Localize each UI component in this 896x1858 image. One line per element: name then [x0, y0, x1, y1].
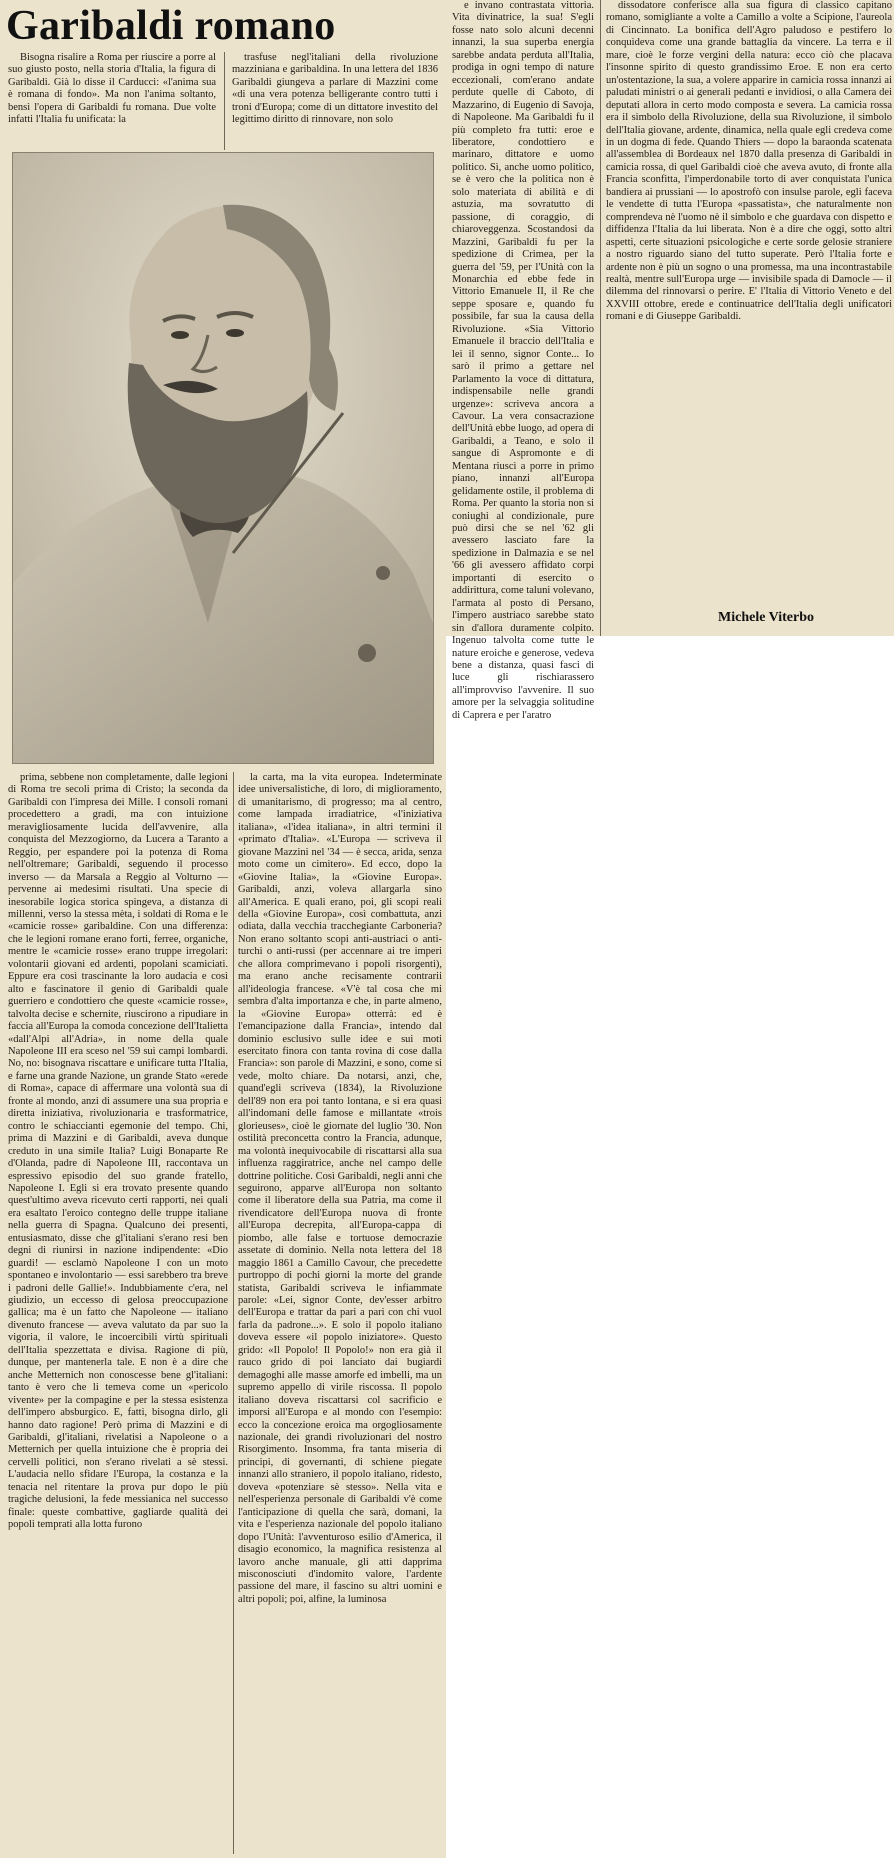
column-4-text: dissodatore conferisce alla sua figura di classico capitano romano, somigliante a volte a Camillo a volte a Scipione, l'aureola di Cincinnato. La bonifica dell'Agro paludoso e pestifero lo conquideva come una grande battaglia da vincere. La terra e il mare, cioè le forze vergini della natura: ecco ciò che placava l'insonne spirito di questo grandissimo Eroe. E non era certo un'ostentazione, la sua, a volere apparire in camicia rossa innanzi ai paludati ministri o ai generali pedanti e invidiosi, o alla Camera dei deputati allora in certo modo composta e severa. La camicia rossa era il simbolo della Rivoluzione, della sua Rivoluzione, il simbolo dell'Italia giovane, ardente, dinamica, nella quale egli credeva come in un dogma di fede. Quando Thiers — dopo la baraonda scatenata all'assemblea di Bordeaux nel 1870 dalla presenza di Garibaldi in camicia rossa, di quel Garibaldi cioè che aveva avuto, di fronte alla Francia sconfitta, l'imperdonabile torto di aver conquistata l'unica bandiera ai prussiani — lo apostrofò con insulse parole, egli faceva le vendette di tutta l'Europa «passatista», che naturalmente non comprendeva nè l'uomo nè il simbolo e che guardava con dispetto e diffidenza l'Italia da lui liberata. Non è a dire che oggi, sotto altri aspetti, certe situazioni psicologiche e certe sorde gelosie straniere a nostro riguardo siano del tutto superate. Però l'Italia forte e ardente non è più un sogno o una promessa, ma una incontrastabile realtà, mentre sull'Europa urge — invisibile spada di Damocle — il dilemma del rinnovarsi o perire. E' l'Italia di Vittorio Veneto e del XXVIII ottobre, erede e continuatrice dell'Italia degli unificatori romani e di Giuseppe Garibaldi.	[606, 0, 892, 323]
article-column-6	[238, 772, 442, 1854]
column-2-text: trasfuse negl'italiani della rivoluzione mazziniana e garibaldina. In una lettera del 1836 Garibaldi giungeva a parlare di Mazzini come «di una vera potenza belligerante contro tutti i troni d'Europa; come di un dittatore investito del legittimo diritto di rinnovare, non solo	[232, 52, 438, 126]
coat-button	[376, 566, 390, 580]
article-headline: Garibaldi romano	[6, 3, 336, 49]
article-column-3	[452, 0, 594, 721]
column-1-text: Bisogna risalire a Roma per riuscire a porre al suo giusto posto, nella storia d'Italia, la figura di Garibaldi. Già lo disse il Carducci: «l'anima sua è romana di fondo». Ma non l'anima soltanto, bensì l'opera di Garibaldi fu romana. Due volte infatti l'Italia fu unificata: la	[8, 52, 216, 126]
article-column-1	[8, 52, 216, 152]
article-column-4	[606, 0, 892, 600]
column-5-text: prima, sebbene non completamente, dalle legioni di Roma tre secoli prima di Cristo; la seconda da Garibaldi con l'impresa dei Mille. I consoli romani procedettero a gradi, ma con intuizione meravigliosamente lucida dell'avvenire, alla conquista del Mezzogiorno, da Lucera a Taranto a Reggio, per espandere poi la potenza di Roma nell'oltremare; Garibaldi, seguendo il processo inverso — da Marsala a Reggio al Volturno — pervenne ai medesimi risultati. Una specie di inesorabile logica storica spingeva, a distanza di millenni, verso la stessa mèta, i soldati di Roma e le «camicie rosse» garibaldine. Con una differenza: che le legioni romane erano forti, ferree, organiche, mentre le «camicie rosse» erano truppe irregolari: volontarii giovani ed ardenti, popolani scamiciati. Eppure era così trascinante la loro audacia e così alto e fascinatore il genio di Garibaldi quale guerriero e condottiero che queste «camicie rosse», talvolta decise e schernite, riuscirono a ripudiare in faccia all'Europa la comoda concezione dell'Italietta «dall'Alpi all'Adria», in nome della quale Napoleone III era sceso nel '59 sui campi lombardi. No, no: bisognava riscattare e unificare tutta l'Italia, e farne una grande Nazione, un grande Stato «erede di Roma», capace di affermare una volontà sua di fronte al mondo, anzi di assumere una sua propria e diretta iniziativa, rivoluzionaria e trasformatrice, contro le schiaccianti egemonie del tempo. Chi, prima di Mazzini e di Garibaldi, aveva dunque creduto in una simile Italia? Luigi Bonaparte Re d'Olanda, padre di Napoleone III, raccontava un espressivo episodio del suo grande fratello, Napoleone I. Egli si era trovato presente quando quest'ultimo aveva ricevuto certi rapporti, nei quali era esaltato l'eroico contegno delle truppe italiane nella guerra di Spagna. Qualcuno dei presenti, entusiasmato, disse che gl'italiani s'erano resi ben degni di riunirsi in nazione indipendente: «Dio guardi! — esclamò Napoleone I con un moto spontaneo e involontario — essi sarebbero tra breve i padroni delle Gallie!». Indubbiamente c'era, nel giudizio, un eccesso di gelosa preoccupazione gallica; ma è un fatto che Napoleone — italiano divenuto francese — aveva valutato da par suo la vigoria, il valore, le incoercibili virtù spirituali dell'Italia spezzettata e divisa. Ragione di più, dunque, per mantenerla tale. E non è a dire che anche Metternich non conoscesse bene gl'italiani: tanto è vero che li temeva come un «pericolo vivente» per la compagine e per la stessa esistenza dell'impero absburgico. E, fatti, bisogna dirlo, gli hanno dato ragione! Però prima di Mazzini e di Garibaldi, gl'italiani, rivelatisi a Napoleone o a Metternich per quella intuizione che è propria dei cervelli politici, non s'erano rivelati a sè stessi. L'audacia nello sfidare l'Europa, la costanza e la tenacia nel ritentare la prova pur dopo le più tragiche delusioni, la fede messianica nel successo finale: queste combattive, gagliarde qualità dei popoli temprati alla lotta furono	[8, 772, 228, 1531]
coat-button	[358, 644, 376, 662]
portrait-illustration	[13, 153, 433, 763]
column-3-text: e invano contrastata vittoria. Vita divinatrice, la sua! S'egli fosse nato solo alcuni decenni innanzi, la sua superba energia sarebbe andata perduta all'Italia, prodiga in ogni tempo di nature eccezionali, com'erano andate perdute quelle di Caboto, di Mazzarino, di Eugenio di Savoja, di Napoleone. Ma Garibaldi fu il più completo fra tutti: eroe e liberatore, condottiero e marinaro, dittatore e uomo politico. Sì, anche uomo politico, se è vero che la politica non è solo materiata di abilità e di astuzia, ma sovratutto di passione, di coraggio, di chiaroveggenza. Scostandosi da Mazzini, Garibaldi fu per la spedizione di Crimea, per la guerra del '59, per l'Unità con la Monarchia ed ebbe fede in Vittorio Emanuele II, il Re che seppe sposare e, quando fu possibile, far sua la causa della Rivoluzione. «Sia Vittorio Emanuele il braccio dell'Italia e lei il senno, signor Conte... Io sarò il primo a gettare nel Parlamento la voce di dittatura, indispensabile nelle grandi urgenze»: scriveva ancora a Cavour. La vera consacrazione dell'Unità ebbe luogo, ad opera di Garibaldi, a Teano, e solo il sangue di Aspromonte e di Mentana riuscì a porre in primo piano, innanzi all'Europa gelidamente ostile, il problema di Roma. Per quanto la storia non si coniughi al condizionale, pure può dirsi che se nel '62 gli avessero lasciato fare la spedizione in Dalmazia e se nel '66 gli avessero affidato corpi importanti di esercito o addirittura, come taluni volevano, l'armata al posto di Persano, l'impero austriaco sarebbe stato sin d'allora duramente colpito. Ingenuo talvolta come tutte le nature eroiche e generose, vedeva bene a distanza, quasi fasci di luce gli rischiarassero all'improvviso l'avvenire. Il suo amore per la selvaggia solitudine di Caprera e per l'aratro	[452, 0, 594, 721]
column-rule	[233, 772, 234, 1854]
column-6-text: la carta, ma la vita europea. Indeterminate idee universalistiche, di loro, di miglioramento, di umanitarismo, di progresso; ma al centro, come lampada irradiatrice, «l'iniziativa italiana», «l'idea italiana», in altri termini il «primato d'Italia». «L'Europa — scriveva il giovane Mazzini nel '34 — è secca, arida, senza moto come un cimitero». Ed ecco, dopo la «Giovine Italia», la «Giovine Europa». Garibaldi, anzi, voleva allargarla sino all'America. E quali erano, poi, gli scopi reali della «Giovine Europa», così combattuta, anzi odiata, dalla vecchia tracchegiante Carboneria? Non erano soltanto scopi anti-austriaci o anti-turchi o anti-russi (per accennare ai tre imperi che allora comprimevano i popoli risorgenti), ma erano anche recisamente contrarii all'ideologia francese. «V'è tal cosa che mi sembra d'alta importanza e che, in parte almeno, la «Giovine Europa» otterrà: ed è l'emancipazione dalla Francia», intendo dal dominio esclusivo sulle idee e sui moti esercitato finora con tanta rovina di cose dalla Francia»: son parole di Mazzini, e sono, come si vede, molto chiare. Da notarsi, anzi, che, quand'egli scriveva (1834), la Rivoluzione dell'89 non era poi tanto lontana, e si era quasi all'indomani delle famose e millantate «trois glorieuses», cioè le giornate del luglio '30. Non ostilità preconcetta contro la Francia, adunque, ma volontà inequivocabile di riscattarsi alla sua influenza raggiratrice, anche nel campo delle dottrine politiche. Così Garibaldi, negli anni che seguirono, apparve all'Europa non soltanto come il liberatore della sua Patria, ma come il rivendicatore dell'Europa nuova di fronte all'Europa decrepita, all'Europa-cappa di piombo, alle false e tortuose democrazie assetate di dominio. Nella nota lettera del 18 maggio 1861 a Camillo Cavour, che precedette purtroppo di pochi giorni la morte del grande statista, Garibaldi scriveva le infiammate parole: «Lei, signor Conte, dev'esser arbitro dell'Europa e trattar da pari a pari con chi vuol farla da padrone...». E solo il popolo italiano doveva essere «il popolo iniziatore». Questo grido: «Il Popolo! Il Popolo!» non era già il rauco grido di poi lanciato dai bugiardi demagoghi alle masse amorfe ed imbelli, ma un supremo appello di virile riscossa. Il popolo italiano doveva riscattarsi col sacrificio e imporsi all'Europa e al mondo con l'esempio: ecco la concezione eroica ma orgogliosamente nazionale, dei grandi rivoluzionari del nostro Risorgimento. Insomma, fra tanta miseria di principi, di governanti, di schiene piegate innanzi allo straniero, il popolo italiano, ridesto, doveva «potenziare sè stesso». Nella vita e nell'esperienza personale di Garibaldi v'è come l'anticipazione di quella che sarà, domani, la vita e l'esperienza nazionale del popolo italiano dopo l'Unità: l'avventuroso esilio d'America, il disagio economico, la magnifica resistenza al lavoro anche manuale, gli atti dapprima misconosciuti d'indomito valore, l'ardente passione del mare, il fascino su altri uomini e altri popoli; poi, alfine, la luminosa	[238, 772, 442, 1605]
article-column-2	[232, 52, 438, 152]
eye-right	[226, 329, 244, 337]
eye-left	[171, 331, 189, 339]
article-column-5	[8, 772, 228, 1854]
column-rule	[224, 52, 225, 150]
garibaldi-portrait	[12, 152, 434, 764]
article-byline: Michele Viterbo	[718, 610, 815, 625]
column-rule	[600, 0, 601, 636]
